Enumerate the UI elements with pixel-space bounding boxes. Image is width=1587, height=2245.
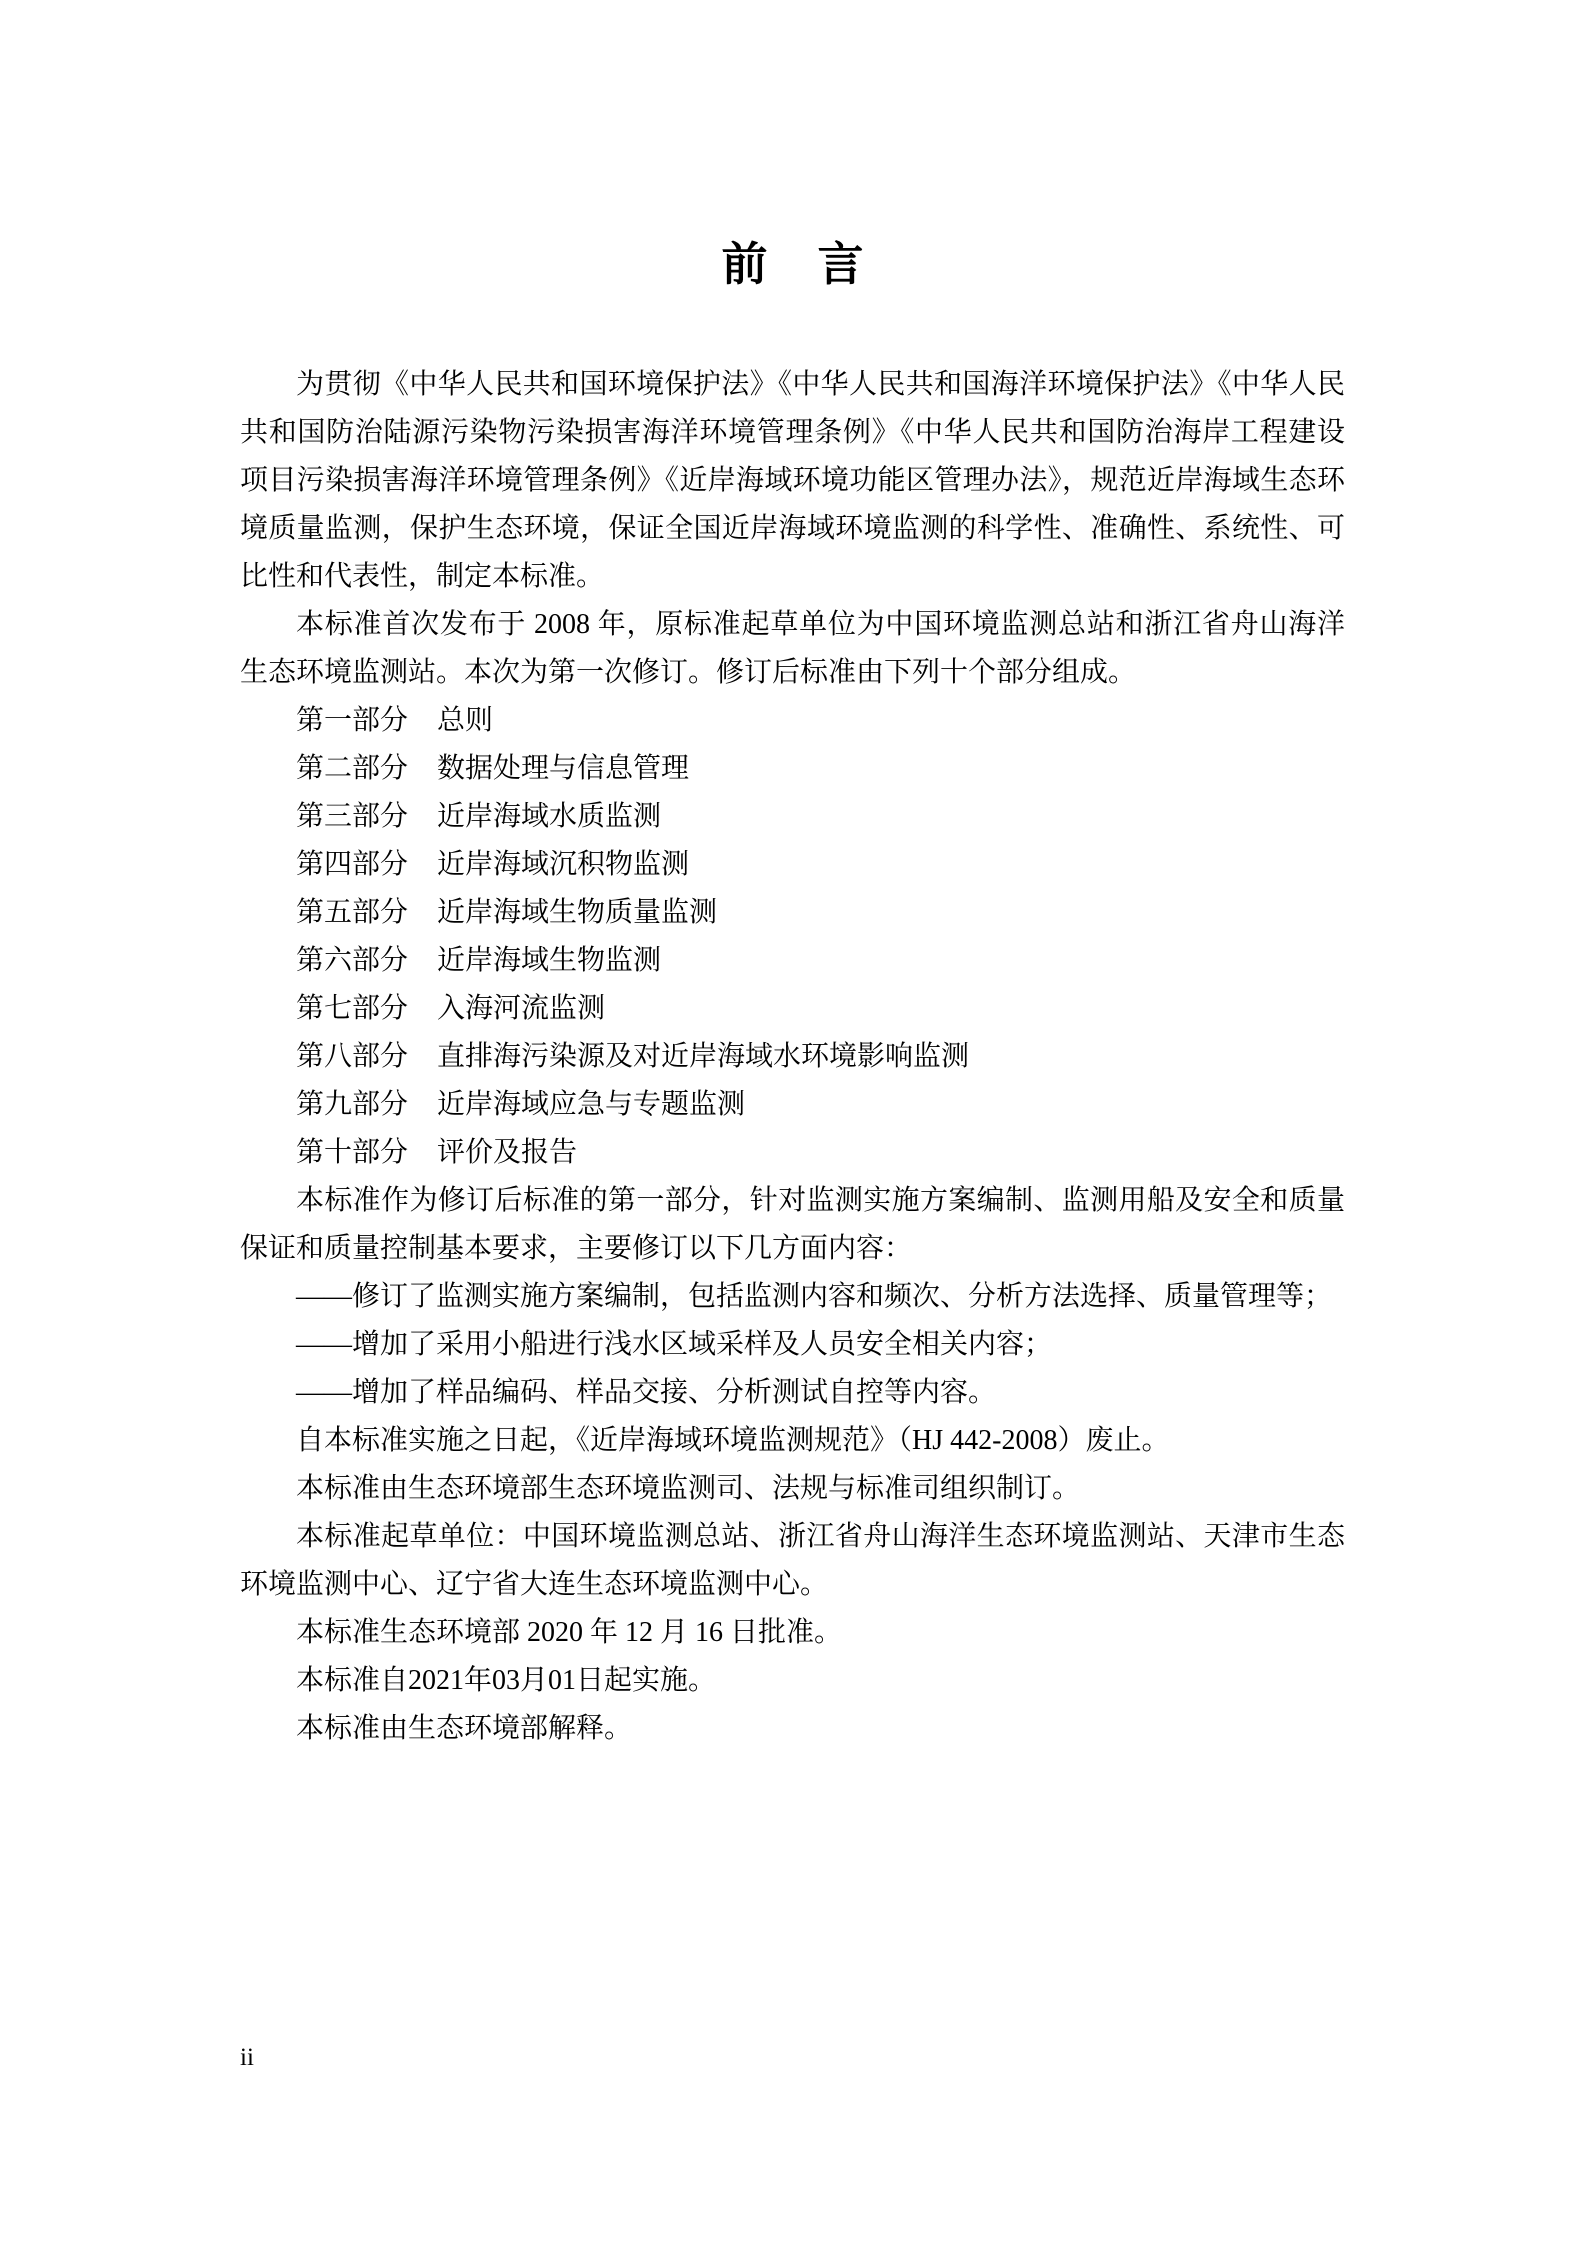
part-item-6 [240, 937, 1345, 985]
part-title: 近岸海域生物质量监测 [437, 897, 718, 928]
part-number: 第三部分 [296, 801, 409, 832]
part-title: 数据处理与信息管理 [437, 753, 690, 784]
part-number: 第八部分 [296, 1041, 409, 1072]
part-title: 近岸海域水质监测 [437, 801, 662, 832]
document-body [240, 361, 1345, 1753]
part-title: 总则 [437, 705, 494, 736]
revision-lead-paragraph: 本标准作为修订后标准的第一部分，针对监测实施方案编制、监测用船及安全和质量保证和质量控制基本要求，主要修订以下几方面内容： [240, 1185, 1345, 1264]
part-number: 第五部分 [296, 897, 409, 928]
revision-item-1: ——修订了监测实施方案编制，包括监测内容和频次、分析方法选择、质量管理等； [296, 1281, 1333, 1312]
revision-item-3: ——增加了样品编码、样品交接、分析测试自控等内容。 [296, 1377, 997, 1408]
part-title: 直排海污染源及对近岸海域水环境影响监测 [437, 1041, 970, 1072]
closing-paragraph-5: 本标准自2021年03月01日起实施。 [296, 1665, 717, 1696]
page-number: ii [240, 2044, 254, 2071]
intro-paragraph-2: 本标准首次发布于 2008 年，原标准起草单位为中国环境监测总站和浙江省舟山海洋生态环境监测站。本次为第一次修订。修订后标准由下列十个部分组成。 [240, 609, 1345, 688]
part-item-10 [240, 1129, 1345, 1177]
part-item-4 [240, 841, 1345, 889]
closing-paragraph-6: 本标准由生态环境部解释。 [296, 1713, 633, 1744]
part-item-1 [240, 697, 1345, 745]
part-item-8 [240, 1033, 1345, 1081]
page-title: 前 言 [721, 238, 866, 290]
part-item-5 [240, 889, 1345, 937]
part-title: 入海河流监测 [437, 993, 606, 1024]
part-number: 第四部分 [296, 849, 409, 880]
part-title: 近岸海域生物监测 [437, 945, 662, 976]
closing-paragraph-2: 本标准由生态环境部生态环境监测司、法规与标准司组织制订。 [296, 1473, 1081, 1504]
closing-paragraph-1: 自本标准实施之日起，《近岸海域环境监测规范》（HJ 442-2008）废止。 [296, 1425, 1170, 1456]
part-number: 第二部分 [296, 753, 409, 784]
part-number: 第七部分 [296, 993, 409, 1024]
closing-paragraph-3: 本标准起草单位：中国环境监测总站、浙江省舟山海洋生态环境监测站、天津市生态环境监测中心、辽宁省大连生态环境监测中心。 [240, 1521, 1345, 1600]
part-item-3 [240, 793, 1345, 841]
part-number: 第一部分 [296, 705, 409, 736]
part-number: 第九部分 [296, 1089, 409, 1120]
part-title: 评价及报告 [437, 1137, 578, 1168]
intro-paragraph-1: 为贯彻《中华人民共和国环境保护法》《中华人民共和国海洋环境保护法》《中华人民共和国防治陆源污染物污染损害海洋环境管理条例》《中华人民共和国防治海岸工程建设项目污染损害海洋环境管理条例》《近岸海域环境功能区管理办法》，规范近岸海域生态环境质量监测，保护生态环境，保证全国近岸海域环境监测的科学性、准确性、系统性、可比性和代表性，制定本标准。 [240, 369, 1345, 592]
part-item-2 [240, 745, 1345, 793]
part-title: 近岸海域沉积物监测 [437, 849, 690, 880]
part-number: 第十部分 [296, 1137, 409, 1168]
parts-list [240, 697, 1345, 1177]
part-item-7 [240, 985, 1345, 1033]
closing-paragraph-4: 本标准生态环境部 2020 年 12 月 16 日批准。 [296, 1617, 843, 1648]
part-item-9 [240, 1081, 1345, 1129]
part-number: 第六部分 [296, 945, 409, 976]
revision-item-2: ——增加了采用小船进行浅水区域采样及人员安全相关内容； [296, 1329, 1053, 1360]
part-title: 近岸海域应急与专题监测 [437, 1089, 746, 1120]
